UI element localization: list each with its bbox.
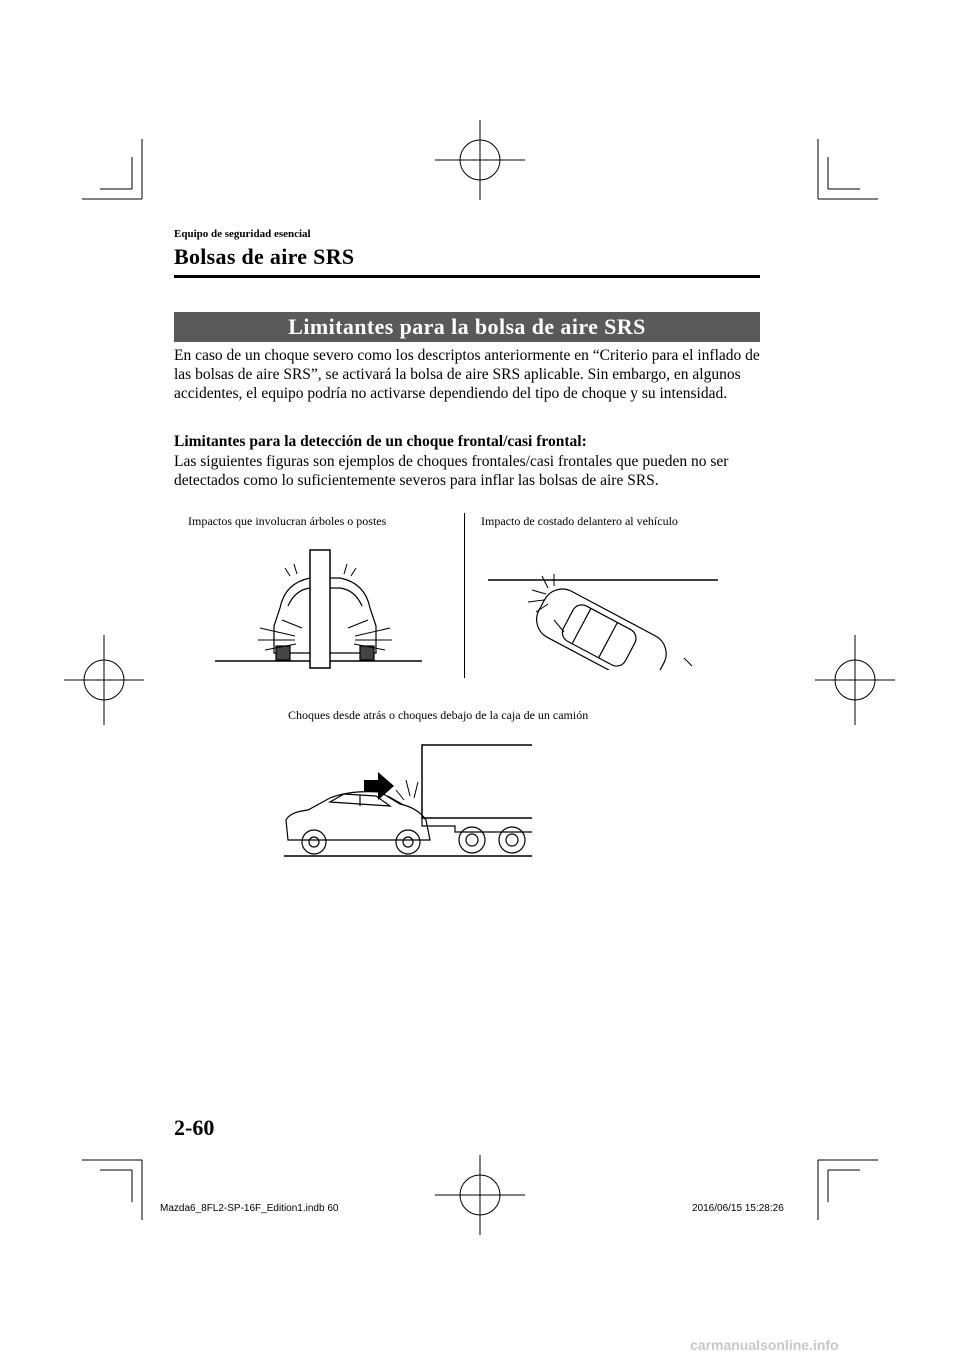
subheading: Limitantes para la detección de un choque frontal/casi frontal: — [174, 433, 587, 450]
page-title: Bolsas de aire SRS — [174, 244, 355, 269]
subheading-paragraph: Las siguientes figuras son ejemplos de choques frontales/casi frontales que pueden no ser detectados como lo suficientemente severos para inflar las bolsas de aire SRS. — [174, 453, 729, 489]
title-divider — [174, 275, 760, 278]
pole-impact-illustration — [210, 548, 425, 670]
footer-filename: Mazda6_8FL2-SP-16F_Edition1.indb 60 — [160, 1203, 339, 1214]
figure-caption-pole: Impactos que involucran árboles o postes — [188, 514, 387, 528]
intro-paragraph: En caso de un choque severo como los descriptos anteriormente en “Criterio para el inflado de las bolsas de aire SRS”, se activará la bolsa de aire SRS aplicable. Sin embargo, en algunos accidentes, el equipo podría no activarse dependiendo del tipo de choque y su intensidad. — [174, 347, 760, 402]
truck-underride-illustration — [280, 740, 536, 860]
footer-timestamp: 2016/06/15 15:28:26 — [692, 1203, 784, 1214]
section-banner: Limitantes para la bolsa de aire SRS — [174, 312, 760, 342]
watermark-site: carmanualsonline.info — [690, 1337, 839, 1353]
page-number: 2-60 — [174, 1115, 215, 1140]
figure-caption-side-impact: Impacto de costado delantero al vehículo — [481, 514, 678, 528]
breadcrumb: Equipo de seguridad esencial — [174, 228, 311, 240]
side-impact-illustration — [484, 570, 720, 670]
figure-caption-underride: Choques desde atrás o choques debajo de la caja de un camión — [288, 708, 589, 722]
figure-divider — [464, 513, 465, 678]
